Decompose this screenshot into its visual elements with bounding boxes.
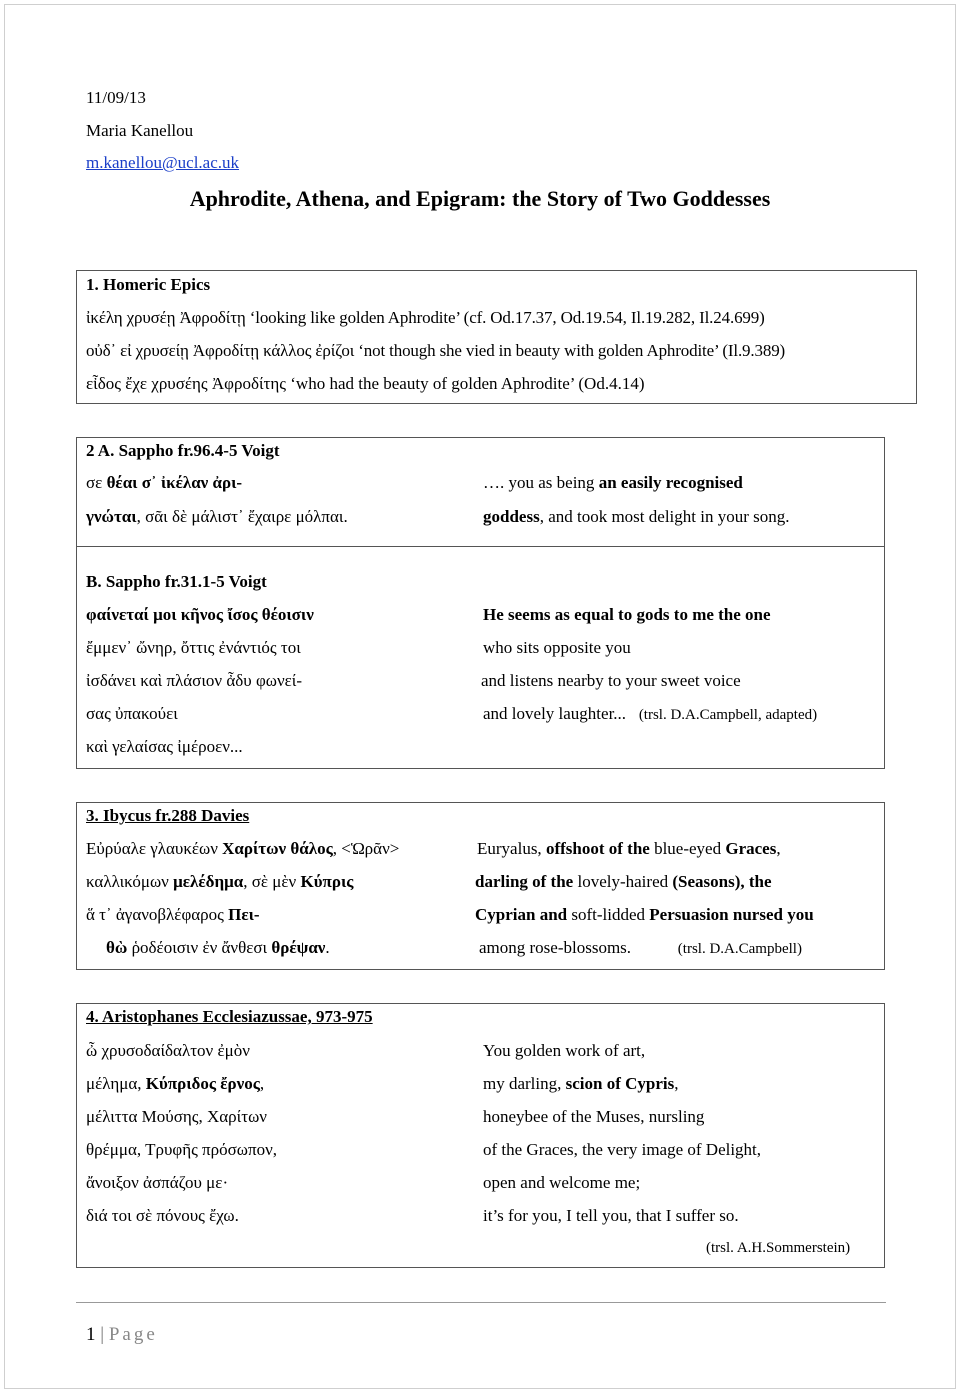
- author-name: Maria Kanellou: [86, 121, 194, 140]
- date: 11/09/13: [86, 88, 146, 107]
- greek-line: γνώται, σᾶι δὲ μάλιστ᾽ ἔχαιρε μόλπαι.: [86, 507, 348, 526]
- greek-line: ἄνοιξον ἀσπάζου με·: [86, 1173, 229, 1192]
- citation-line: οὐδ᾽ εἰ χρυσείῃ Ἀφροδίτῃ κάλλος ἐρίζοι ‘not though she vied in beauty with golden Aphrodite’ (Il.9.389): [86, 341, 786, 360]
- english-line: He seems as equal to gods to me the one: [483, 605, 771, 624]
- english-line: and lovely laughter... (trsl. D.A.Campbell, adapted): [483, 704, 818, 723]
- greek-line: θὼ ῥοδέοισιν ἐν ἄνθεσι θρέψαν.: [106, 938, 330, 957]
- greek-line: ἔμμεν᾽ ὤνηρ, ὄττις ἐνάντιός τοι: [86, 638, 301, 657]
- english-line: darling of the lovely-haired (Seasons), the: [475, 872, 772, 891]
- english-line: Cyprian and soft-lidded Persuasion nursed you: [475, 905, 814, 924]
- footer-rule: [76, 1302, 886, 1303]
- english-line: Euryalus, offshoot of the blue-eyed Graces,: [477, 839, 781, 858]
- greek-line: μέλημα, Κύπριδος ἔρνος,: [86, 1074, 265, 1093]
- section-homeric-epics: [76, 270, 917, 404]
- page-footer: [86, 1324, 158, 1346]
- greek-line: καὶ γελαίσας ἰμέροεν...: [86, 737, 243, 756]
- citation-line: ἰκέλη χρυσέῃ Ἀφροδίτῃ ‘looking like golden Aphrodite’ (cf. Od.17.37, Od.19.54, Il.19.282, Il.24.699): [86, 308, 765, 327]
- english-line: You golden work of art,: [483, 1041, 646, 1060]
- greek-line: ὦ χρυσοδαίδαλτον ἐμὸν: [86, 1041, 250, 1060]
- english-line: open and welcome me;: [483, 1173, 641, 1192]
- section-sappho-96: [76, 437, 885, 547]
- greek-line: φαίνεταί μοι κῆνος ἴσος θέοισιν: [86, 605, 314, 624]
- citation-line: εἶδος ἔχε χρυσέης Ἀφροδίτης ‘who had the beauty of golden Aphrodite’ (Od.4.14): [86, 374, 645, 393]
- english-line: who sits opposite you: [483, 638, 631, 657]
- section-heading: 4. Aristophanes Ecclesiazussae, 973-975: [86, 1007, 373, 1026]
- greek-line: ἅ τ᾽ ἀγανοβλέφαρος Πει-: [86, 905, 260, 924]
- english-line: honeybee of the Muses, nursling: [483, 1107, 705, 1126]
- greek-line: μέλιττα Μούσης, Χαρίτων: [86, 1107, 267, 1126]
- section-heading: 3. Ibycus fr.288 Davies: [86, 806, 250, 825]
- author-email-link[interactable]: m.kanellou@ucl.ac.uk: [86, 153, 240, 172]
- section-heading: 1. Homeric Epics: [86, 275, 211, 294]
- greek-line: καλλικόμων μελέδημα, σὲ μὲν Κύπρις: [86, 872, 354, 891]
- page-number: 1: [86, 1324, 96, 1345]
- english-line: of the Graces, the very image of Delight,: [483, 1140, 762, 1159]
- page-separator: |: [100, 1324, 105, 1345]
- english-line: goddess, and took most delight in your song.: [483, 507, 790, 526]
- translator-credit: (trsl. D.A.Campbell): [677, 941, 802, 957]
- section-aristophanes: [76, 1003, 885, 1268]
- greek-line: σε θέαι σ᾽ ἰκέλαν ἀρι-: [86, 473, 243, 492]
- page-label: Page: [108, 1324, 158, 1345]
- translator-credit: (trsl. D.A.Campbell, adapted): [638, 707, 818, 723]
- section-heading: 2 A. Sappho fr.96.4-5 Voigt: [86, 441, 280, 460]
- english-line: my darling, scion of Cypris,: [483, 1074, 679, 1093]
- english-line: it’s for you, I tell you, that I suffer so.: [483, 1206, 739, 1225]
- translator-credit: (trsl. A.H.Sommerstein): [706, 1240, 851, 1256]
- english-line: …. you as being an easily recognised: [483, 473, 743, 492]
- greek-line: Εὐρύαλε γλαυκέων Χαρίτων θάλος, <Ὡρᾶν>: [86, 839, 400, 858]
- section-sappho-31: [76, 547, 885, 769]
- greek-line: σας ὐπακούει: [86, 704, 178, 723]
- greek-line: διά τοι σὲ πόνους ἔχω.: [86, 1206, 239, 1225]
- section-ibycus: [76, 802, 885, 970]
- greek-line: ἰσδάνει καὶ πλάσιον ἆδυ φωνεί-: [86, 671, 303, 690]
- section-heading: B. Sappho fr.31.1-5 Voigt: [86, 572, 267, 591]
- english-line: among rose-blossoms. (trsl. D.A.Campbell): [479, 938, 802, 957]
- greek-line: θρέμμα, Τρυφῆς πρόσωπον,: [86, 1140, 278, 1159]
- english-line: and listens nearby to your sweet voice: [481, 671, 741, 690]
- page-title: Aphrodite, Athena, and Epigram: the Story of Two Goddesses: [189, 186, 771, 211]
